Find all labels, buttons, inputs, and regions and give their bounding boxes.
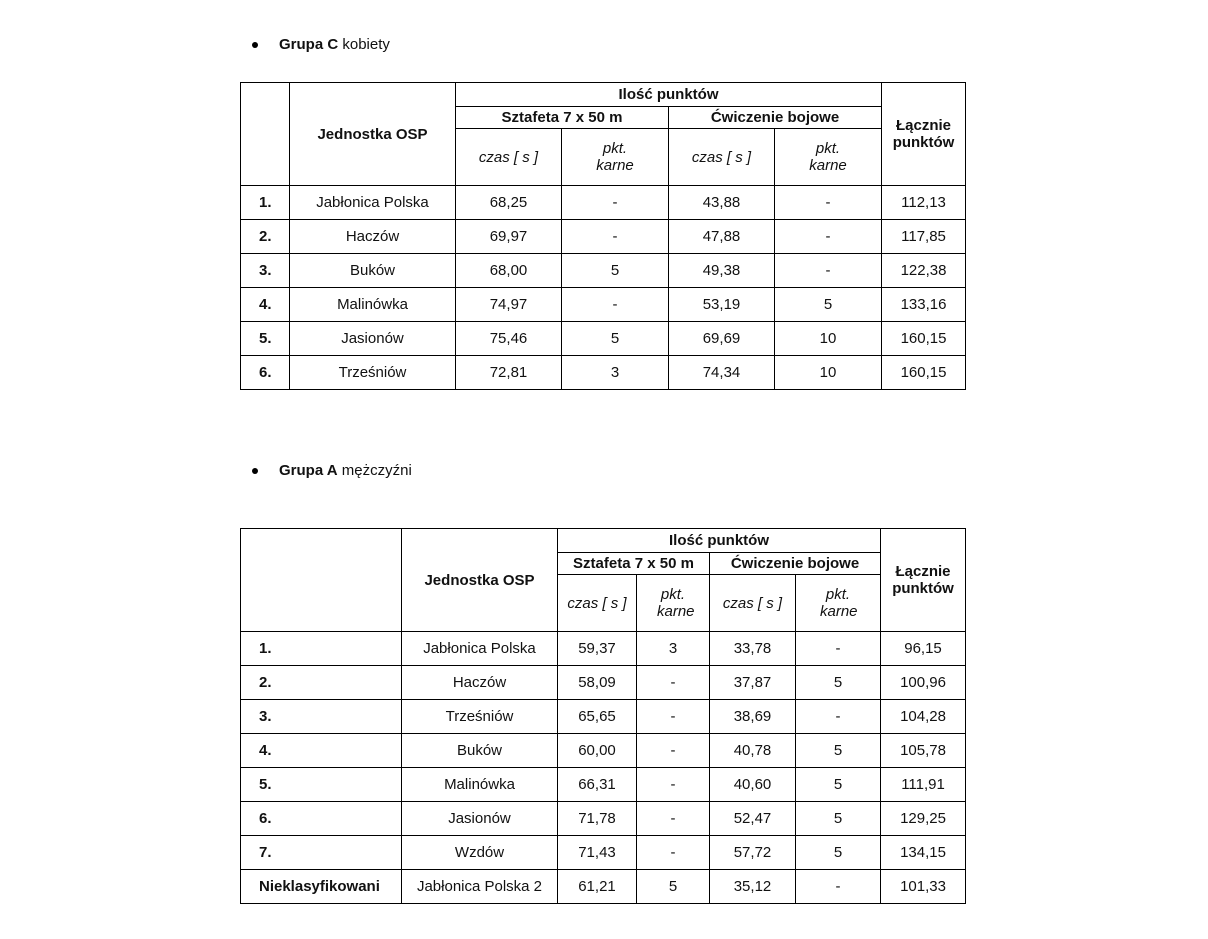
- row-unit: Jasionów: [402, 802, 558, 836]
- row-total: 117,85: [882, 220, 966, 254]
- row-total: 160,15: [882, 322, 966, 356]
- row-place: Nieklasyfikowani: [241, 870, 402, 904]
- row-unit: Trześniów: [402, 700, 558, 734]
- header-relay-time: czas [ s ]: [558, 575, 637, 632]
- row-unit: Malinówka: [402, 768, 558, 802]
- row-place: 4.: [241, 734, 402, 768]
- row-combat-penalty: -: [775, 186, 882, 220]
- row-combat-time: 49,38: [669, 254, 775, 288]
- row-combat-penalty: 10: [775, 356, 882, 390]
- group-c-category: kobiety: [338, 36, 390, 53]
- row-place: 3.: [241, 254, 290, 288]
- row-total: 104,28: [881, 700, 966, 734]
- row-relay-time: 71,43: [558, 836, 637, 870]
- header-place: [241, 83, 290, 186]
- row-total: 111,91: [881, 768, 966, 802]
- table-row: [241, 322, 966, 356]
- row-relay-penalty: -: [637, 666, 710, 700]
- header-unit: Jednostka OSP: [290, 83, 456, 186]
- row-combat-penalty: 5: [796, 666, 881, 700]
- row-relay-time: 66,31: [558, 768, 637, 802]
- row-unit: Trześniów: [290, 356, 456, 390]
- row-place: 4.: [241, 288, 290, 322]
- row-combat-time: 35,12: [710, 870, 796, 904]
- row-relay-time: 74,97: [456, 288, 562, 322]
- header-combat-time: czas [ s ]: [669, 129, 775, 186]
- row-combat-penalty: 10: [775, 322, 882, 356]
- header-combat: Ćwiczenie bojowe: [669, 107, 882, 129]
- row-relay-time: 61,21: [558, 870, 637, 904]
- row-relay-time: 68,00: [456, 254, 562, 288]
- bullet-icon: [252, 42, 258, 48]
- row-unit: Buków: [402, 734, 558, 768]
- header-total: Łącznie punktów: [881, 529, 966, 632]
- row-combat-time: 69,69: [669, 322, 775, 356]
- row-relay-time: 75,46: [456, 322, 562, 356]
- row-total: 122,38: [882, 254, 966, 288]
- row-place: 2.: [241, 666, 402, 700]
- row-place: 5.: [241, 322, 290, 356]
- row-place: 2.: [241, 220, 290, 254]
- row-unit: Wzdów: [402, 836, 558, 870]
- row-relay-penalty: -: [637, 734, 710, 768]
- header-relay: Sztafeta 7 x 50 m: [558, 553, 710, 575]
- row-relay-penalty: -: [562, 186, 669, 220]
- row-combat-time: 38,69: [710, 700, 796, 734]
- row-relay-penalty: -: [637, 802, 710, 836]
- row-relay-time: 65,65: [558, 700, 637, 734]
- row-combat-penalty: 5: [775, 288, 882, 322]
- row-combat-penalty: 5: [796, 768, 881, 802]
- row-unit: Jabłonica Polska 2: [402, 870, 558, 904]
- row-relay-penalty: 5: [637, 870, 710, 904]
- header-combat: Ćwiczenie bojowe: [710, 553, 881, 575]
- row-combat-time: 47,88: [669, 220, 775, 254]
- row-relay-penalty: 5: [562, 254, 669, 288]
- header-relay-penalty: pkt. karne: [637, 575, 710, 632]
- row-total: 133,16: [882, 288, 966, 322]
- row-total: 112,13: [882, 186, 966, 220]
- row-combat-time: 52,47: [710, 802, 796, 836]
- row-unit: Jabłonica Polska: [290, 186, 456, 220]
- row-total: 160,15: [882, 356, 966, 390]
- group-a-category: mężczyźni: [337, 462, 412, 479]
- row-combat-time: 43,88: [669, 186, 775, 220]
- row-place: 1.: [241, 632, 402, 666]
- row-total: 105,78: [881, 734, 966, 768]
- row-place: 3.: [241, 700, 402, 734]
- header-unit: Jednostka OSP: [402, 529, 558, 632]
- row-unit: Malinówka: [290, 288, 456, 322]
- row-unit: Jasionów: [290, 322, 456, 356]
- header-points: Ilość punktów: [558, 529, 881, 553]
- table-row: [241, 768, 966, 802]
- row-unit: Buków: [290, 254, 456, 288]
- row-relay-penalty: 3: [637, 632, 710, 666]
- row-relay-time: 72,81: [456, 356, 562, 390]
- group-c-label: Grupa C: [279, 36, 339, 53]
- row-place: 6.: [241, 356, 290, 390]
- row-relay-penalty: 3: [562, 356, 669, 390]
- row-relay-time: 69,97: [456, 220, 562, 254]
- row-relay-time: 60,00: [558, 734, 637, 768]
- header-combat-time: czas [ s ]: [710, 575, 796, 632]
- row-total: 96,15: [881, 632, 966, 666]
- table-row: [241, 802, 966, 836]
- header-total: Łącznie punktów: [882, 83, 966, 186]
- row-combat-penalty: -: [775, 220, 882, 254]
- bullet-icon: [252, 468, 258, 474]
- row-relay-penalty: 5: [562, 322, 669, 356]
- table-row: [241, 288, 966, 322]
- row-total: 134,15: [881, 836, 966, 870]
- table-row: [241, 870, 966, 904]
- table-row: [241, 356, 966, 390]
- row-relay-penalty: -: [637, 768, 710, 802]
- row-total: 100,96: [881, 666, 966, 700]
- table-row: [241, 254, 966, 288]
- row-combat-penalty: 5: [796, 802, 881, 836]
- row-relay-time: 68,25: [456, 186, 562, 220]
- header-relay-penalty: pkt. karne: [562, 129, 669, 186]
- results-table-group-c: [240, 82, 966, 390]
- row-relay-penalty: -: [637, 700, 710, 734]
- header-combat-penalty: pkt. karne: [775, 129, 882, 186]
- table-row: [241, 700, 966, 734]
- table-row: [241, 186, 966, 220]
- table-row: [241, 734, 966, 768]
- row-combat-penalty: -: [796, 632, 881, 666]
- row-combat-penalty: -: [796, 700, 881, 734]
- row-place: 5.: [241, 768, 402, 802]
- row-unit: Jabłonica Polska: [402, 632, 558, 666]
- row-combat-time: 40,78: [710, 734, 796, 768]
- row-combat-penalty: 5: [796, 734, 881, 768]
- table-row: [241, 836, 966, 870]
- row-total: 129,25: [881, 802, 966, 836]
- row-place: 1.: [241, 186, 290, 220]
- row-combat-time: 37,87: [710, 666, 796, 700]
- header-relay-time: czas [ s ]: [456, 129, 562, 186]
- row-relay-time: 71,78: [558, 802, 637, 836]
- row-place: 7.: [241, 836, 402, 870]
- table-row: [241, 666, 966, 700]
- row-relay-penalty: -: [562, 288, 669, 322]
- row-relay-penalty: -: [637, 836, 710, 870]
- row-combat-time: 53,19: [669, 288, 775, 322]
- row-combat-time: 40,60: [710, 768, 796, 802]
- group-a-heading: [252, 462, 412, 479]
- row-combat-time: 74,34: [669, 356, 775, 390]
- row-unit: Haczów: [402, 666, 558, 700]
- row-combat-penalty: -: [775, 254, 882, 288]
- header-points: Ilość punktów: [456, 83, 882, 107]
- header-combat-penalty: pkt. karne: [796, 575, 881, 632]
- row-unit: Haczów: [290, 220, 456, 254]
- row-combat-time: 33,78: [710, 632, 796, 666]
- table-row: [241, 632, 966, 666]
- results-table-group-a: [240, 528, 966, 904]
- row-relay-time: 59,37: [558, 632, 637, 666]
- row-place: 6.: [241, 802, 402, 836]
- group-a-label: Grupa A: [279, 462, 338, 479]
- header-place: [241, 529, 402, 632]
- row-combat-penalty: -: [796, 870, 881, 904]
- row-total: 101,33: [881, 870, 966, 904]
- group-c-heading: [252, 36, 390, 53]
- header-relay: Sztafeta 7 x 50 m: [456, 107, 669, 129]
- row-relay-time: 58,09: [558, 666, 637, 700]
- row-combat-penalty: 5: [796, 836, 881, 870]
- table-row: [241, 220, 966, 254]
- row-combat-time: 57,72: [710, 836, 796, 870]
- row-relay-penalty: -: [562, 220, 669, 254]
